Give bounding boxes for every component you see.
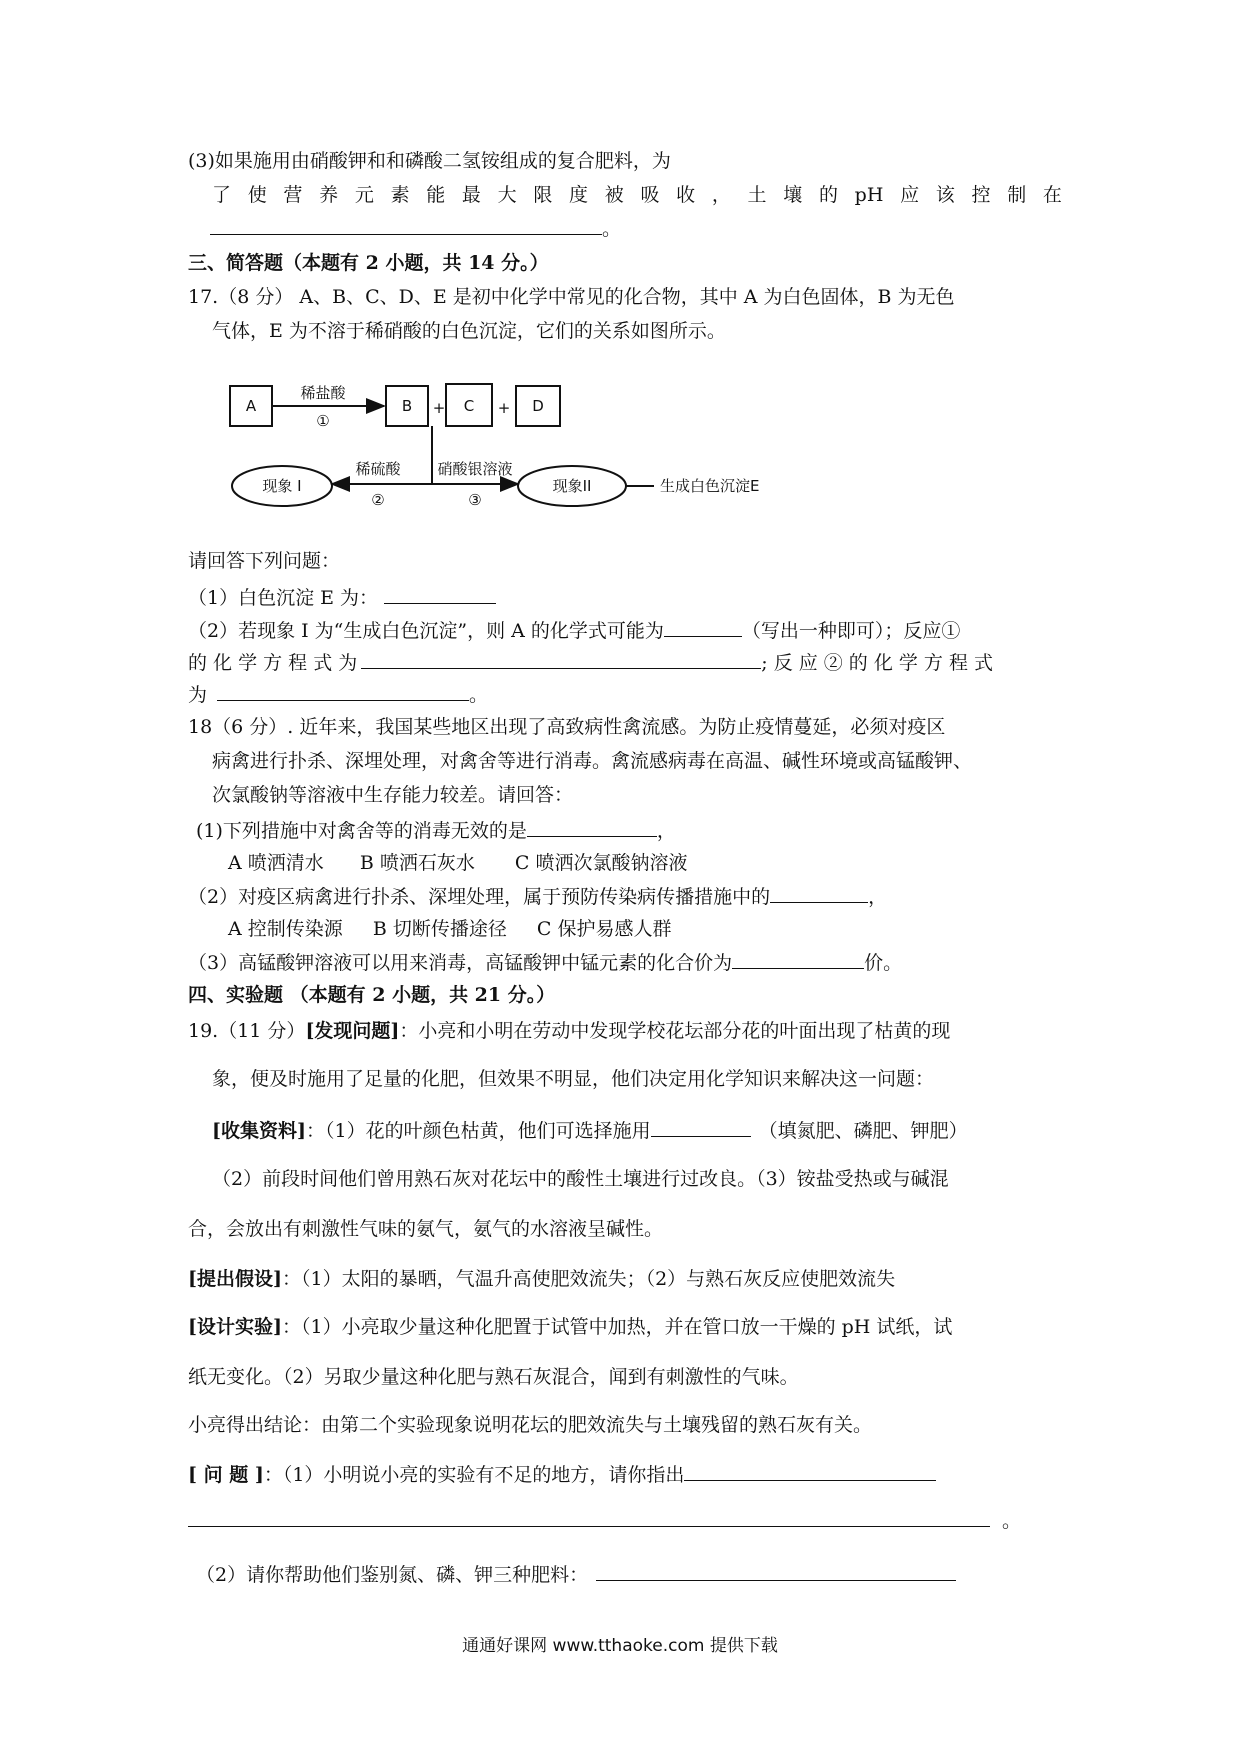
spaced-char: 被 — [604, 184, 624, 206]
spaced-char: ， — [711, 184, 731, 206]
answer-blank[interactable] — [596, 1562, 956, 1581]
step-1-number: ① — [316, 412, 330, 430]
q19-line7: [设计实验]：（1）小亮取少量这种化肥置于试管中加热，并在管口放一干燥的 pH 试纸，试 — [188, 1316, 953, 1338]
q16-3-line1: (3)如果施用由硝酸钾和和磷酸二氢铵组成的复合肥料，为 — [188, 150, 671, 172]
q19-line1: 19.（11 分）[发现问题]：小亮和小明在劳动中发现学校花坛部分花的叶面出现了枯黄的现 — [188, 1020, 951, 1042]
q19-line9: 小亮得出结论：由第二个实验现象说明花坛的肥效流失与土壤残留的熟石灰有关。 — [188, 1414, 873, 1436]
answer-blank[interactable] — [188, 1508, 990, 1527]
q19-line8: 纸无变化。（2）另取少量这种化肥与熟石灰混合，闻到有刺激性的气味。 — [188, 1366, 799, 1388]
spaced-char: 收 — [676, 184, 696, 206]
spaced-char: pH — [854, 184, 884, 206]
q18-part1: (1)下列措施中对禽舍等的消毒无效的是 ， — [196, 820, 676, 842]
spaced-char: 度 — [569, 184, 589, 206]
option-a: A 控制传染源 — [228, 918, 343, 940]
spaced-char: 使 — [247, 184, 267, 206]
spaced-char: 元 — [354, 184, 374, 206]
q18-part3: （3）高锰酸钾溶液可以用来消毒，高锰酸钾中锰元素的化合价为 价。 — [188, 952, 903, 974]
box-b-label: B — [401, 397, 413, 415]
option-b: B 切断传播途径 — [372, 918, 507, 940]
q18-part2: （2）对疫区病禽进行扑杀、深埋处理，属于预防传染病传播措施中的 ， — [188, 886, 888, 908]
answer-blank[interactable] — [770, 884, 868, 903]
spaced-char: 最 — [461, 184, 481, 206]
box-d-label: D — [532, 397, 544, 415]
spaced-char: 了 — [212, 184, 232, 206]
spaced-char: 土 — [747, 184, 767, 206]
spaced-char: 在 — [1042, 184, 1062, 206]
section-3-heading: 三、简答题（本题有 2 小题，共 14 分。） — [188, 252, 549, 274]
spaced-char: 大 — [497, 184, 517, 206]
spaced-char: 应 — [900, 184, 920, 206]
option-b: B 喷洒石灰水 — [359, 852, 475, 874]
answer-blank[interactable] — [527, 818, 657, 837]
q19-line4: （2）前段时间他们曾用熟石灰对花坛中的酸性土壤进行过改良。（3）铵盐受热或与碱混 — [212, 1168, 949, 1190]
option-c: C 喷洒次氯酸钠溶液 — [514, 852, 688, 874]
q18-intro-line3: 次氯酸钠等溶液中生存能力较差。请回答： — [212, 784, 574, 806]
box-c-label: C — [463, 397, 475, 415]
q19-line2: 象，便及时施用了足量的化肥，但效果不明显，他们决定用化学知识来解决这一问题： — [212, 1068, 935, 1090]
q19-line11: 。 — [188, 1508, 1021, 1533]
answer-blank[interactable] — [361, 650, 761, 669]
spaced-char: 壤 — [783, 184, 803, 206]
step-2-number: ② — [371, 491, 385, 509]
phenomenon-1-label: 现象 I — [262, 477, 302, 495]
q17-part2-line3: 为 。 — [188, 684, 489, 706]
spaced-char: 吸 — [640, 184, 660, 206]
answer-blank[interactable] — [684, 1462, 936, 1481]
answer-blank[interactable] — [217, 682, 469, 701]
reagent-3-label: 硝酸银溶液 — [437, 460, 513, 478]
section-4-heading: 四、实验题 （本题有 2 小题，共 21 分。） — [188, 984, 556, 1006]
reagent-1-label: 稀盐酸 — [300, 384, 346, 402]
q19-line3: [收集资料]：（1）花的叶颜色枯黄，他们可选择施用 （填氮肥、磷肥、钾肥） — [212, 1120, 968, 1142]
q19-line6: [提出假设]：（1）太阳的暴晒，气温升高使肥效流失；（2）与熟石灰反应使肥效流失 — [188, 1268, 896, 1290]
step-3-number: ③ — [468, 491, 482, 509]
spaced-char: 素 — [390, 184, 410, 206]
q17-prompt: 请回答下列问题： — [188, 550, 341, 572]
spaced-char: 的 — [818, 184, 838, 206]
q17-intro-line2: 气体，E 为不溶于稀硝酸的白色沉淀，它们的关系如图所示。 — [212, 320, 726, 342]
plus-sign-1: + — [432, 399, 446, 417]
q16-3-line3: 。 — [210, 216, 621, 241]
q19-line12: （2）请你帮助他们鉴别氮、磷、钾三种肥料： — [196, 1562, 956, 1587]
q18-part1-options — [228, 852, 687, 875]
spaced-char: 制 — [1007, 184, 1027, 206]
plus-sign-2: + — [497, 399, 511, 417]
answer-blank[interactable] — [664, 618, 742, 637]
answer-blank[interactable] — [384, 585, 496, 604]
answer-blank[interactable] — [732, 950, 864, 969]
q17-part2-line1: （2）若现象 I 为“生成白色沉淀”，则 A 的化学式可能为 （写出一种即可）；反应① — [188, 620, 961, 642]
q18-part2-options — [228, 918, 671, 941]
q17-part1: （1）白色沉淀 E 为： — [188, 585, 496, 610]
spaced-char: 营 — [283, 184, 303, 206]
reaction-flow-diagram — [228, 378, 868, 528]
q16-3-line2 — [212, 184, 1062, 207]
page-footer: 通通好课网 www.tthaoke.com 提供下载 — [462, 1636, 778, 1656]
q17-part2-line2: 的 化 学 方 程 式 为 ; 反 应 ② 的 化 学 方 程 式 — [188, 652, 994, 674]
q19-line5: 合，会放出有刺激性气味的氨气，氨气的水溶液呈碱性。 — [188, 1218, 664, 1240]
spaced-char: 限 — [533, 184, 553, 206]
spaced-char: 养 — [319, 184, 339, 206]
spaced-char: 能 — [426, 184, 446, 206]
answer-blank[interactable] — [210, 216, 602, 235]
spaced-char: 该 — [935, 184, 955, 206]
spaced-char: 控 — [971, 184, 991, 206]
box-a-label: A — [245, 397, 257, 415]
phenomenon-2-label: 现象II — [552, 477, 592, 495]
answer-blank[interactable] — [651, 1118, 751, 1137]
option-c: C 保护易感人群 — [536, 918, 672, 940]
option-a: A 喷洒清水 — [228, 852, 324, 874]
q17-intro-line1: 17.（8 分） A、B、C、D、E 是初中化学中常见的化合物，其中 A 为白色固体，B 为无色 — [188, 286, 955, 308]
reagent-2-label: 稀硫酸 — [355, 460, 401, 478]
result-label: 生成白色沉淀E — [660, 477, 760, 495]
q19-line10: [ 问 题 ]：（1）小明说小亮的实验有不足的地方，请你指出 — [188, 1462, 936, 1487]
q18-intro-line2: 病禽进行扑杀、深埋处理，对禽舍等进行消毒。禽流感病毒在高温、碱性环境或高锰酸钾、 — [212, 750, 973, 772]
q18-intro-line1: 18（6 分）. 近年来，我国某些地区出现了高致病性禽流感。为防止疫情蔓延，必须对疫区 — [188, 716, 946, 738]
